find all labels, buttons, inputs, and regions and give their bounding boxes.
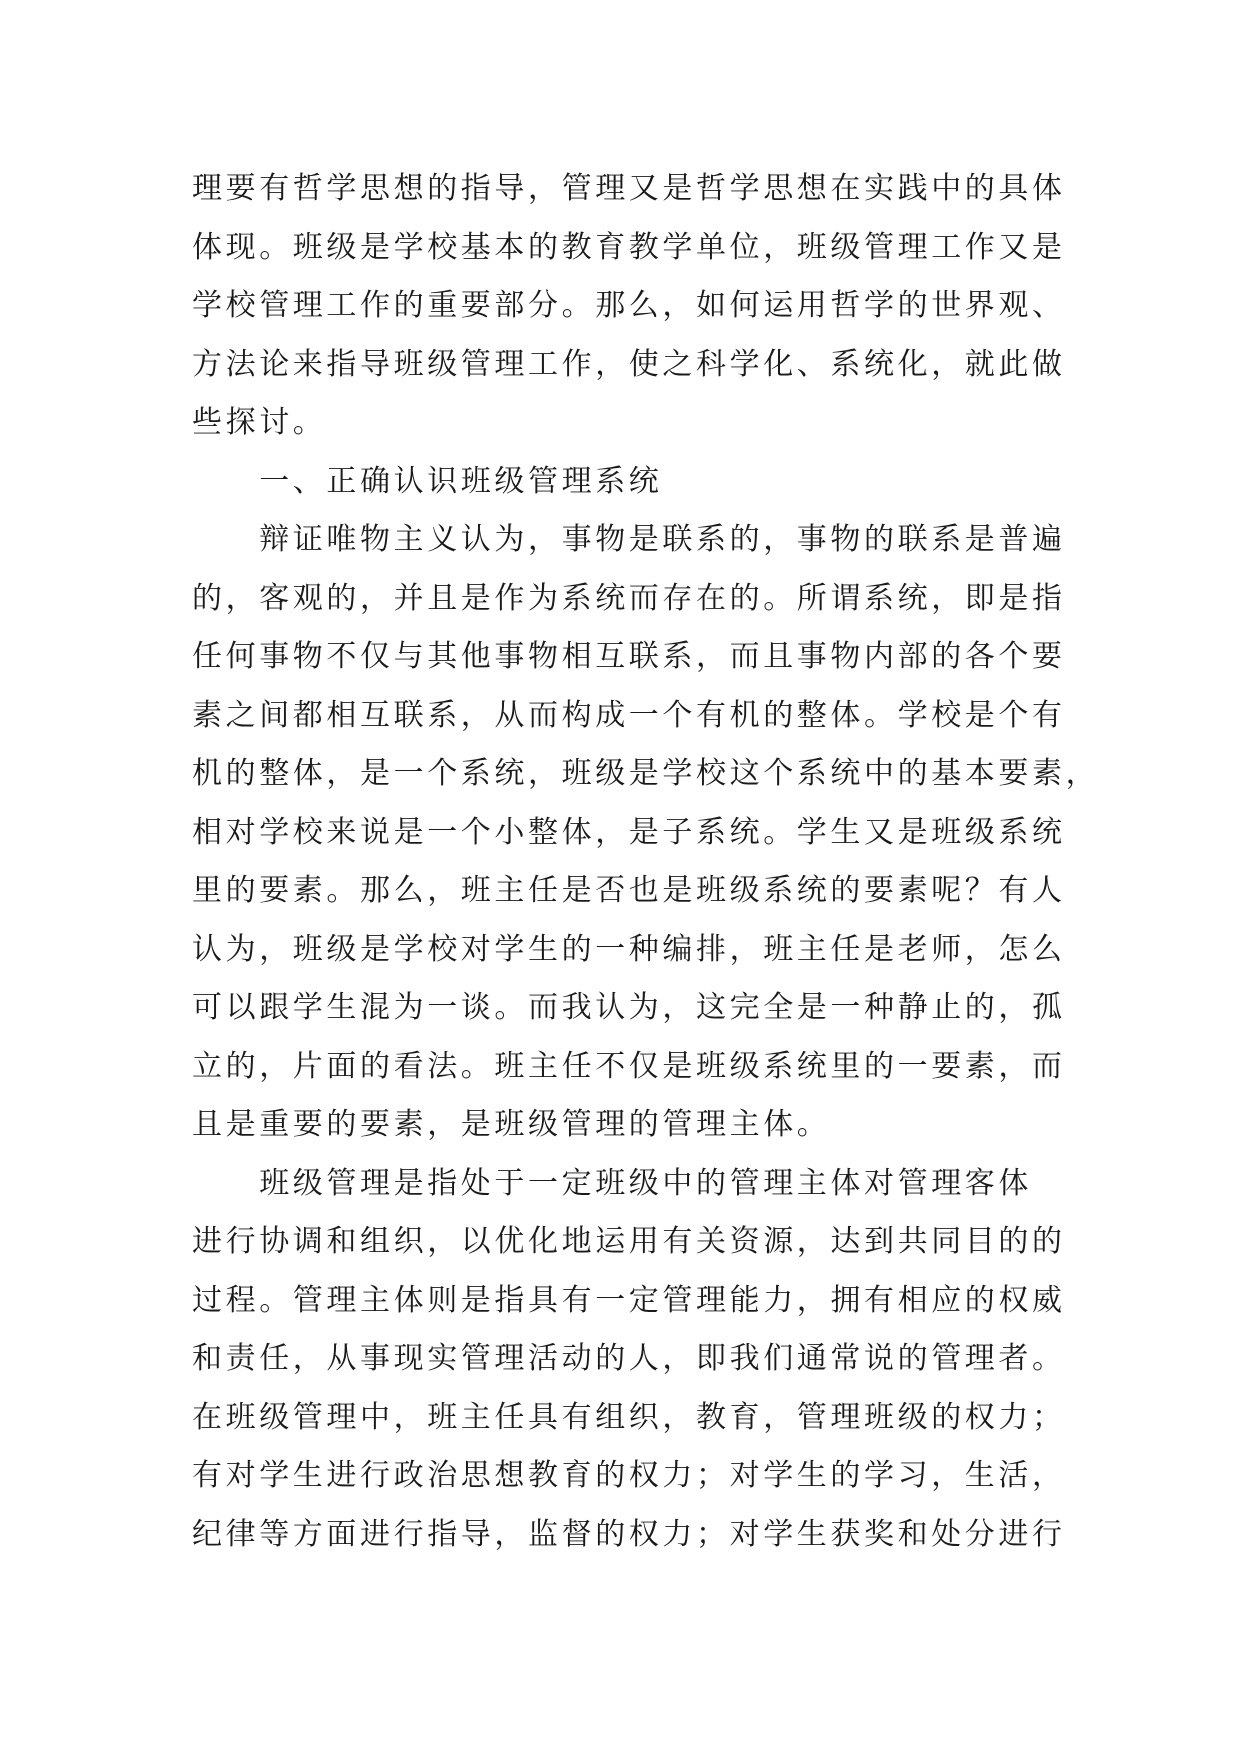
text-line: 素之间都相互联系，从而构成一个有机的整体。学校是个有 <box>192 697 1066 733</box>
text-line: 进行协调和组织，以优化地运用有关资源，达到共同目的的 <box>192 1224 1066 1259</box>
text-line: 过程。管理主体则是指具有一定管理能力，拥有相应的权威 <box>192 1282 1066 1318</box>
text-line: 里的要素。那么，班主任是否也是班级系统的要素呢？有人 <box>192 873 1066 908</box>
text-line: 体现。班级是学校基本的教育教学单位，班级管理工作又是 <box>192 229 1066 265</box>
text-line: 可以跟学生混为一谈。而我认为，这完全是一种静止的，孤 <box>192 990 1066 1025</box>
text-line: 方法论来指导班级管理工作，使之科学化、系统化，就此做 <box>192 346 1066 382</box>
body-text <box>192 160 1100 1564</box>
text-line: 相对学校来说是一个小整体，是子系统。学生又是班级系统 <box>192 814 1066 850</box>
text-line: 任何事物不仅与其他事物相互联系，而且事物内部的各个要 <box>192 639 1066 674</box>
text-line: 有对学生进行政治思想教育的权力；对学生的学习，生活， <box>192 1458 1066 1493</box>
text-line: 纪律等方面进行指导，监督的权力；对学生获奖和处分进行 <box>192 1516 1066 1552</box>
text-line: 辩证唯物主义认为，事物是联系的，事物的联系是普遍 <box>192 522 1066 557</box>
text-line: 些探讨。 <box>192 405 327 440</box>
text-line: 理要有哲学思想的指导，管理又是哲学思想在实践中的具体 <box>192 171 1066 206</box>
text-line: 在班级管理中，班主任具有组织，教育，管理班级的权力； <box>192 1399 1066 1435</box>
text-line: 认为，班级是学校对学生的一种编排，班主任是老师，怎么 <box>192 931 1066 967</box>
text-line: 立的，片面的看法。班主任不仅是班级系统里的一要素，而 <box>192 1048 1066 1084</box>
text-line: 且是重要的要素，是班级管理的管理主体。 <box>192 1107 831 1142</box>
section-heading: 一、正确认识班级管理系统 <box>192 463 663 499</box>
text-line: 和责任，从事现实管理活动的人，即我们通常说的管理者。 <box>192 1341 1066 1376</box>
text-line: 的，客观的，并且是作为系统而存在的。所谓系统，即是指 <box>192 580 1066 616</box>
text-line: 班级管理是指处于一定班级中的管理主体对管理客体 <box>192 1165 1032 1201</box>
text-line: 学校管理工作的重要部分。那么，如何运用哲学的世界观、 <box>192 288 1066 323</box>
text-line: 机的整体，是一个系统，班级是学校这个系统中的基本要素， <box>192 756 1100 791</box>
